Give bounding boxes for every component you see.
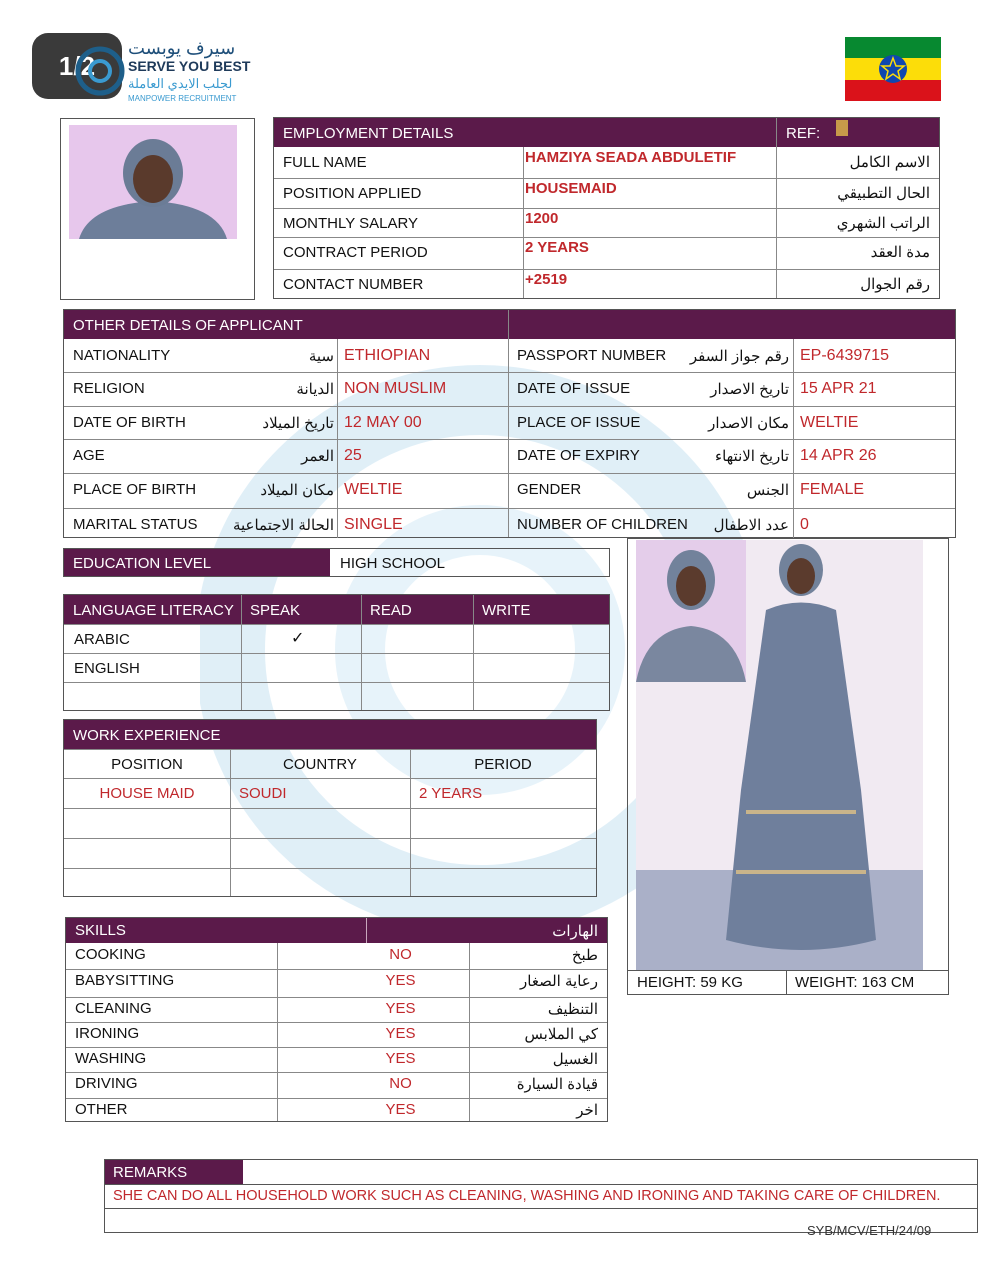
skill-arabic: رعاية الصغار: [520, 973, 598, 990]
col-divider: [793, 406, 794, 439]
col-divider: [337, 439, 338, 473]
other-details-table: [63, 309, 956, 538]
detail-value: WELTIE: [344, 481, 403, 498]
detail-arabic: تاريخ الميلاد: [262, 415, 334, 432]
work-header: POSITION: [111, 756, 183, 773]
remarks-box: [104, 1159, 978, 1233]
row-divider: [66, 1047, 607, 1048]
detail-label: RELIGION: [73, 380, 145, 397]
company-logo: [72, 38, 252, 108]
skills-title: SKILLS: [75, 922, 126, 939]
detail-value: SINGLE: [344, 516, 403, 533]
row-divider: [66, 1098, 607, 1099]
skill-name: BABYSITTING: [75, 972, 175, 989]
work-title: WORK EXPERIENCE: [73, 727, 221, 744]
full-photo-frame: [627, 538, 949, 995]
row-divider: [64, 682, 609, 683]
height-value: HEIGHT: 59 KG: [637, 974, 743, 991]
language-header: SPEAK: [250, 602, 301, 619]
employment-value: 1200: [525, 210, 559, 227]
detail-label: PLACE OF ISSUE: [517, 414, 641, 431]
work-position: HOUSE MAID: [99, 785, 195, 802]
detail-arabic: رقم جواز السفر: [689, 348, 789, 365]
skill-name: DRIVING: [75, 1075, 138, 1092]
skill-name: IRONING: [75, 1025, 140, 1042]
employment-label: CONTACT NUMBER: [283, 276, 424, 293]
detail-label: AGE: [73, 447, 105, 464]
row-divider: [64, 808, 596, 809]
detail-arabic: عدد الاطفال: [713, 517, 789, 534]
row-divider: [66, 969, 607, 970]
row-divider: [274, 269, 939, 270]
row-divider: [64, 473, 955, 474]
col-divider: [337, 473, 338, 508]
row-divider: [64, 778, 596, 779]
skill-arabic: الغسيل: [552, 1051, 598, 1068]
detail-arabic: العمر: [301, 448, 334, 465]
row-divider: [274, 178, 939, 179]
employment-arabic: الحال التطبيقي: [837, 185, 930, 202]
col-divider: [793, 508, 794, 538]
logo-mark-icon: [72, 38, 128, 104]
skill-name: COOKING: [75, 946, 146, 963]
skill-arabic: قيادة السيارة: [516, 1076, 598, 1093]
work-header: COUNTRY: [283, 756, 357, 773]
remarks-text: SHE CAN DO ALL HOUSEHOLD WORK SUCH AS CLEANING, WASHING AND IRONING AND TAKING CARE OF CHILDREN.: [113, 1188, 941, 1204]
page-badge: 1/2: [32, 33, 122, 99]
col-divider: [337, 372, 338, 406]
language-header: WRITE: [482, 602, 531, 619]
col-divider: [337, 339, 338, 372]
employment-label: CONTRACT PERIOD: [283, 244, 428, 261]
work-experience-table: [63, 719, 597, 897]
portrait-frame: [60, 118, 255, 300]
work-country: SOUDI: [239, 785, 287, 802]
ref-label: REF:: [786, 125, 821, 142]
row-divider: [66, 1072, 607, 1073]
detail-label: DATE OF ISSUE: [517, 380, 631, 397]
row-divider: [274, 237, 939, 238]
employment-label: FULL NAME: [283, 154, 367, 171]
row-divider: [64, 749, 596, 750]
weight-value: WEIGHT: 163 CM: [795, 974, 915, 991]
ethiopia-flag-icon: [845, 37, 941, 101]
language-table: [63, 594, 610, 711]
language-header: LANGUAGE LITERACY: [73, 602, 234, 619]
remarks-title: REMARKS: [113, 1164, 188, 1181]
detail-arabic: الجنس: [746, 482, 789, 499]
row-divider: [64, 406, 955, 407]
employment-value: HOUSEMAID: [525, 180, 617, 197]
detail-arabic: الحالة الاجتماعية: [232, 517, 334, 534]
employment-label: POSITION APPLIED: [283, 185, 422, 202]
row-divider: [64, 439, 955, 440]
language-name: ENGLISH: [74, 660, 140, 677]
employment-arabic: مدة العقد: [870, 244, 930, 261]
logo-arabic-sub: لجلب الايدي العاملة: [128, 76, 233, 91]
detail-label: GENDER: [517, 481, 582, 498]
skills-table: [65, 917, 608, 1122]
col-divider: [337, 406, 338, 439]
employment-value: +2519: [525, 271, 568, 288]
detail-value: WELTIE: [800, 414, 859, 431]
detail-label: MARITAL STATUS: [73, 516, 198, 533]
language-name: ARABIC: [74, 631, 130, 648]
employment-title: EMPLOYMENT DETAILS: [283, 125, 454, 142]
employment-label: MONTHLY SALARY: [283, 215, 419, 232]
employment-arabic: الاسم الكامل: [849, 154, 930, 171]
detail-value: 12 MAY 00: [344, 414, 422, 431]
skill-arabic: التنظيف: [547, 1001, 598, 1018]
skill-value: YES: [385, 1101, 416, 1118]
row-divider: [64, 868, 596, 869]
detail-label: PLACE OF BIRTH: [73, 481, 197, 498]
col-divider: [793, 473, 794, 508]
logo-sub: MANPOWER RECRUITMENT: [128, 94, 237, 103]
skill-arabic: كي الملابس: [524, 1026, 598, 1043]
full-body-photo: [636, 540, 923, 970]
detail-label: DATE OF EXPIRY: [517, 447, 640, 464]
col-divider: [337, 508, 338, 538]
work-header: PERIOD: [474, 756, 532, 773]
portrait-photo: [69, 125, 237, 239]
detail-value: 0: [800, 516, 809, 533]
detail-label: NUMBER OF CHILDREN: [517, 516, 688, 533]
detail-arabic: مكان الميلاد: [260, 482, 334, 499]
detail-value: FEMALE: [800, 481, 865, 498]
employment-arabic: الراتب الشهري: [836, 215, 930, 232]
skill-value: NO: [389, 946, 412, 963]
employment-table: [273, 117, 940, 299]
language-header: READ: [370, 602, 412, 619]
work-period: 2 YEARS: [419, 785, 483, 802]
employment-arabic: رقم الجوال: [860, 276, 930, 293]
skill-name: OTHER: [75, 1101, 128, 1118]
detail-value: NON MUSLIM: [344, 380, 447, 397]
skill-value: YES: [385, 1050, 416, 1067]
logo-name: SERVE YOU BEST: [128, 58, 251, 74]
education-label: EDUCATION LEVEL: [73, 555, 212, 572]
row-divider: [66, 1022, 607, 1023]
employment-value: HAMZIYA SEADA ABDULETIF: [525, 149, 737, 166]
row-divider: [64, 838, 596, 839]
col-divider: [793, 339, 794, 372]
col-divider: [793, 439, 794, 473]
detail-label: DATE OF BIRTH: [73, 414, 186, 431]
row-divider: [66, 997, 607, 998]
other-details-title: OTHER DETAILS OF APPLICANT: [73, 317, 303, 334]
skill-value: YES: [385, 1025, 416, 1042]
skill-name: WASHING: [75, 1050, 147, 1067]
row-divider: [64, 624, 609, 625]
col-divider: [793, 372, 794, 406]
logo-arabic-name: سيرف يوبست: [128, 38, 236, 58]
detail-arabic: تاريخ الاصدار: [710, 381, 789, 398]
detail-arabic: الديانة: [296, 381, 334, 398]
row-divider: [64, 653, 609, 654]
detail-value: 25: [344, 447, 362, 464]
detail-arabic: سية: [308, 348, 334, 365]
detail-value: EP-6439715: [800, 347, 889, 364]
language-speak: ✓: [291, 630, 305, 647]
detail-value: ETHIOPIAN: [344, 347, 431, 364]
detail-value: 14 APR 26: [800, 447, 877, 464]
row-divider: [64, 372, 955, 373]
document-code: SYB/MCV/ETH/24/09: [807, 1223, 932, 1238]
skills-title-arabic: الهارات: [552, 923, 598, 940]
skill-value: NO: [389, 1075, 412, 1092]
detail-arabic: مكان الاصدار: [708, 415, 789, 432]
detail-label: NATIONALITY: [73, 347, 171, 364]
skill-name: CLEANING: [75, 1000, 152, 1017]
education-row: [63, 548, 610, 577]
row-divider: [274, 208, 939, 209]
detail-value: 15 APR 21: [800, 380, 877, 397]
skill-value: YES: [385, 1000, 416, 1017]
detail-label: PASSPORT NUMBER: [517, 347, 667, 364]
skill-value: YES: [385, 972, 416, 989]
education-value: HIGH SCHOOL: [340, 555, 446, 572]
detail-arabic: تاريخ الانتهاء: [715, 448, 789, 465]
row-divider: [64, 508, 955, 509]
employment-value: 2 YEARS: [525, 239, 589, 256]
skill-arabic: اخر: [576, 1102, 598, 1119]
skill-arabic: طبخ: [571, 947, 598, 964]
